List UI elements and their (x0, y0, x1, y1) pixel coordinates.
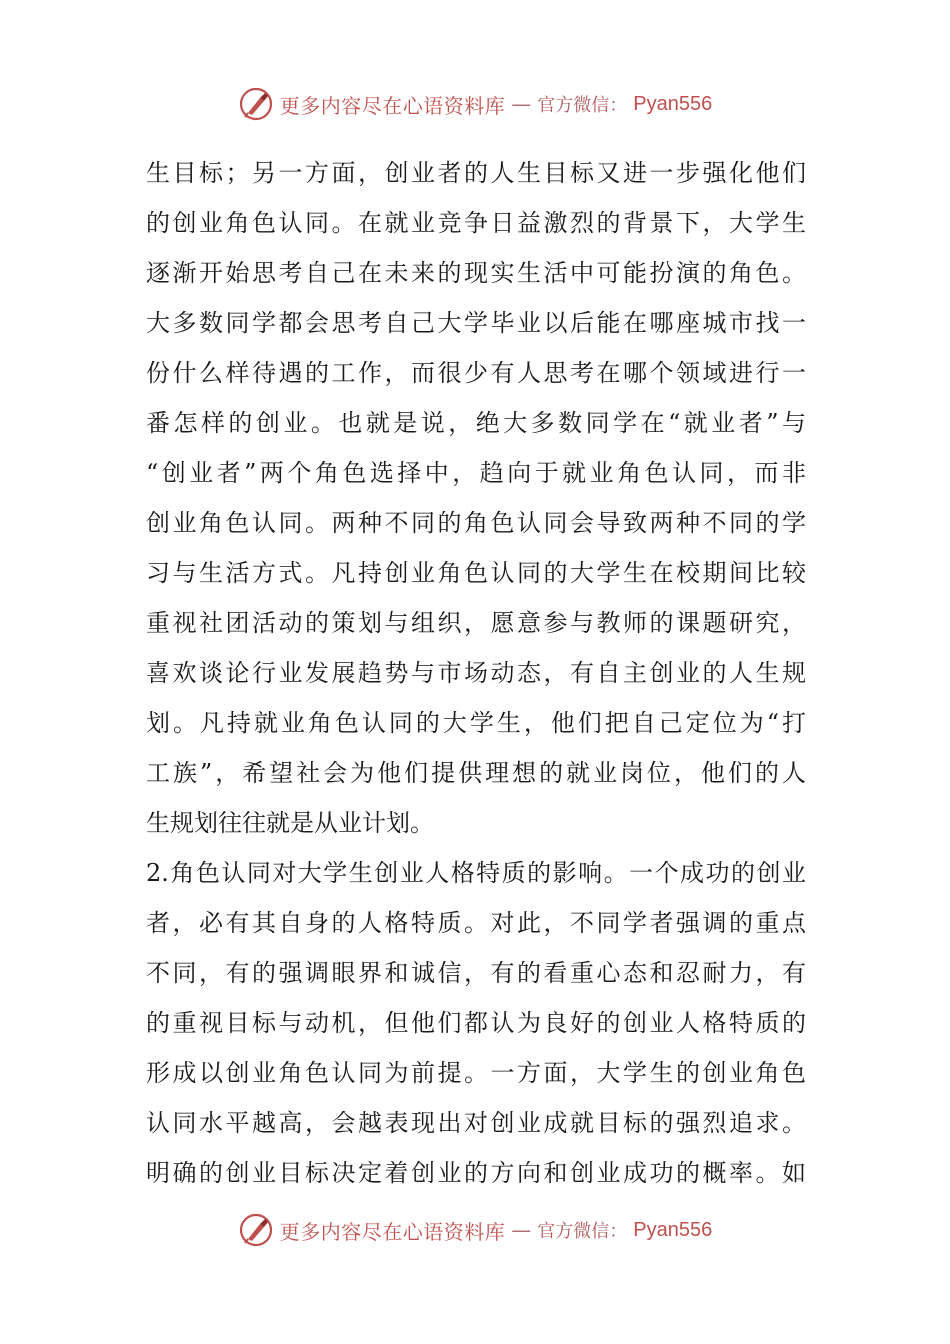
text-line: 生目标；另一方面，创业者的人生目标又进一步强化他们 (146, 159, 806, 187)
brand-text: 更多内容尽在心语资料库 (279, 1219, 506, 1244)
wechat-id: Pyan556 (633, 1218, 713, 1241)
text-line: 的创业角色认同。在就业竞争日益激烈的背景下，大学生 (146, 209, 806, 237)
text-line: 不同，有的强调眼界和诚信，有的看重心态和忍耐力，有 (146, 959, 806, 987)
text-line: 者，必有其自身的人格特质。对此，不同学者强调的重点 (146, 909, 806, 937)
wechat-label: 官方微信： (537, 95, 628, 116)
text-line: “创业者”两个角色选择中，趋向于就业角色认同，而非 (146, 459, 806, 487)
text-line: 明确的创业目标决定着创业的方向和创业成功的概率。如 (146, 1159, 806, 1187)
text-line: 份什么样待遇的工作，而很少有人思考在哪个领域进行一 (146, 359, 806, 387)
text-line: 认同水平越高，会越表现出对创业成就目标的强烈追求。 (146, 1109, 806, 1137)
text-line: 习与生活方式。凡持创业角色认同的大学生在校期间比较 (146, 559, 806, 587)
pen-nib-logo-icon (238, 86, 274, 122)
brand-text: 更多内容尽在心语资料库 (279, 93, 506, 118)
text-line: 大多数同学都会思考自己大学毕业以后能在哪座城市找一 (146, 309, 806, 337)
text-line: 形成以创业角色认同为前提。一方面，大学生的创业角色 (146, 1059, 806, 1087)
text-line: 的重视目标与动机，但他们都认为良好的创业人格特质的 (146, 1009, 806, 1037)
text-line: 创业角色认同。两种不同的角色认同会导致两种不同的学 (146, 509, 806, 537)
text-line: 划。凡持就业角色认同的大学生，他们把自己定位为“打 (146, 709, 806, 737)
text-line: 喜欢谈论行业发展趋势与市场动态，有自主创业的人生规 (146, 659, 806, 687)
text-line: 2.角色认同对大学生创业人格特质的影响。一个成功的创业 (146, 859, 806, 887)
text-line: 逐渐开始思考自己在未来的现实生活中可能扮演的角色。 (146, 259, 806, 287)
wechat-label: 官方微信： (537, 1221, 628, 1242)
wechat-id: Pyan556 (633, 92, 713, 115)
text-line: 工族”，希望社会为他们提供理想的就业岗位，他们的人 (146, 759, 806, 787)
text-line: 重视社团活动的策划与组织，愿意参与教师的课题研究， (146, 609, 806, 637)
separator-dash: — (511, 92, 532, 116)
text-line: 生规划往往就是从业计划。 (146, 809, 434, 837)
text-line: 番怎样的创业。也就是说，绝大多数同学在“就业者”与 (146, 409, 806, 437)
footer-banner (0, 1208, 950, 1252)
separator-dash: — (511, 1218, 532, 1242)
document-body (146, 148, 806, 1198)
header-banner (0, 82, 950, 126)
pen-nib-logo-icon (238, 1212, 274, 1248)
